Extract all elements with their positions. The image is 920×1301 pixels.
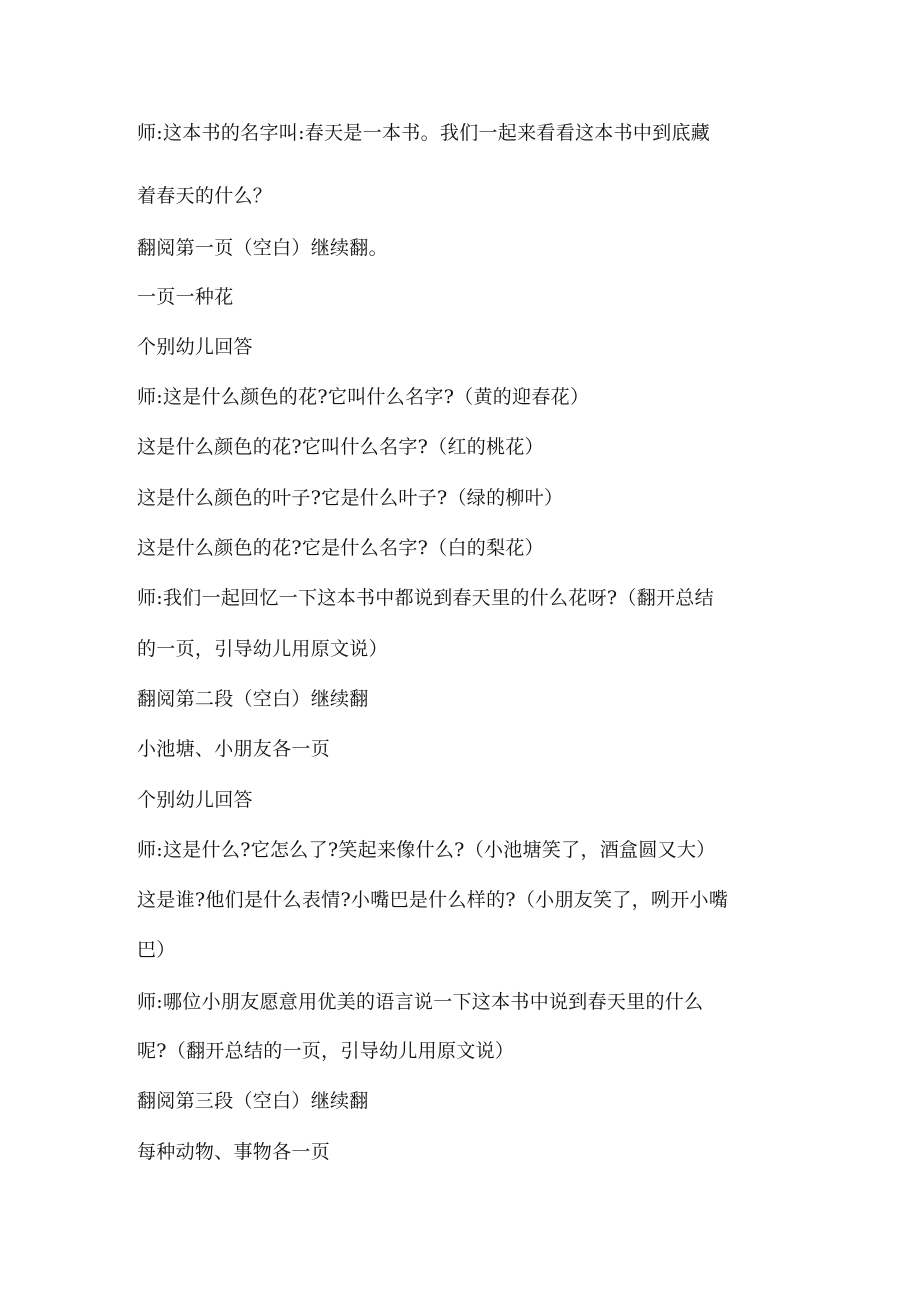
text-line-12: 翻阅第二段（空白）继续翻	[137, 688, 369, 710]
text-line-17: 巴）	[137, 939, 176, 961]
text-line-3: 翻阅第一页（空白）继续翻。	[137, 237, 388, 259]
text-line-20: 翻阅第三段（空白）继续翻	[137, 1090, 369, 1112]
text-line-7: 这是什么颜色的花?它叫什么名字?（红的桃花）	[137, 436, 544, 458]
text-line-19: 呢?（翻开总结的一页，引导幼儿用原文说）	[137, 1040, 515, 1062]
text-line-5: 个别幼儿回答	[137, 336, 253, 358]
text-line-13: 小池塘、小朋友各一页	[137, 738, 331, 760]
text-line-18: 师:哪位小朋友愿意用优美的语言说一下这本书中说到春天里的什么	[137, 991, 704, 1013]
text-line-8: 这是什么颜色的叶子?它是什么叶子?（绿的柳叶）	[137, 487, 564, 509]
text-line-14: 个别幼儿回答	[137, 789, 253, 811]
text-line-15: 师:这是什么?它怎么了?笑起来像什么?（小池塘笑了，酒盒圆又大）	[137, 839, 716, 861]
text-line-2: 着春天的什么？	[137, 185, 273, 207]
text-line-16: 这是谁?他们是什么表情?小嘴巴是什么样的?（小朋友笑了，咧开小嘴	[137, 889, 729, 911]
text-line-4: 一页一种花	[137, 286, 234, 308]
text-line-9: 这是什么颜色的花?它是什么名字?（白的梨花）	[137, 537, 544, 559]
text-line-10: 师:我们一起回忆一下这本书中都说到春天里的什么花呀?（翻开总结	[137, 587, 714, 609]
text-line-11: 的一页，引导幼儿用原文说）	[137, 638, 388, 660]
text-line-6: 师:这是什么颜色的花?它叫什么名字?（黄的迎春花）	[137, 386, 590, 408]
text-line-21: 每种动物、事物各一页	[137, 1141, 331, 1163]
text-line-1: 师:这本书的名字叫:春天是一本书。我们一起来看看这本书中到底藏	[137, 122, 711, 144]
